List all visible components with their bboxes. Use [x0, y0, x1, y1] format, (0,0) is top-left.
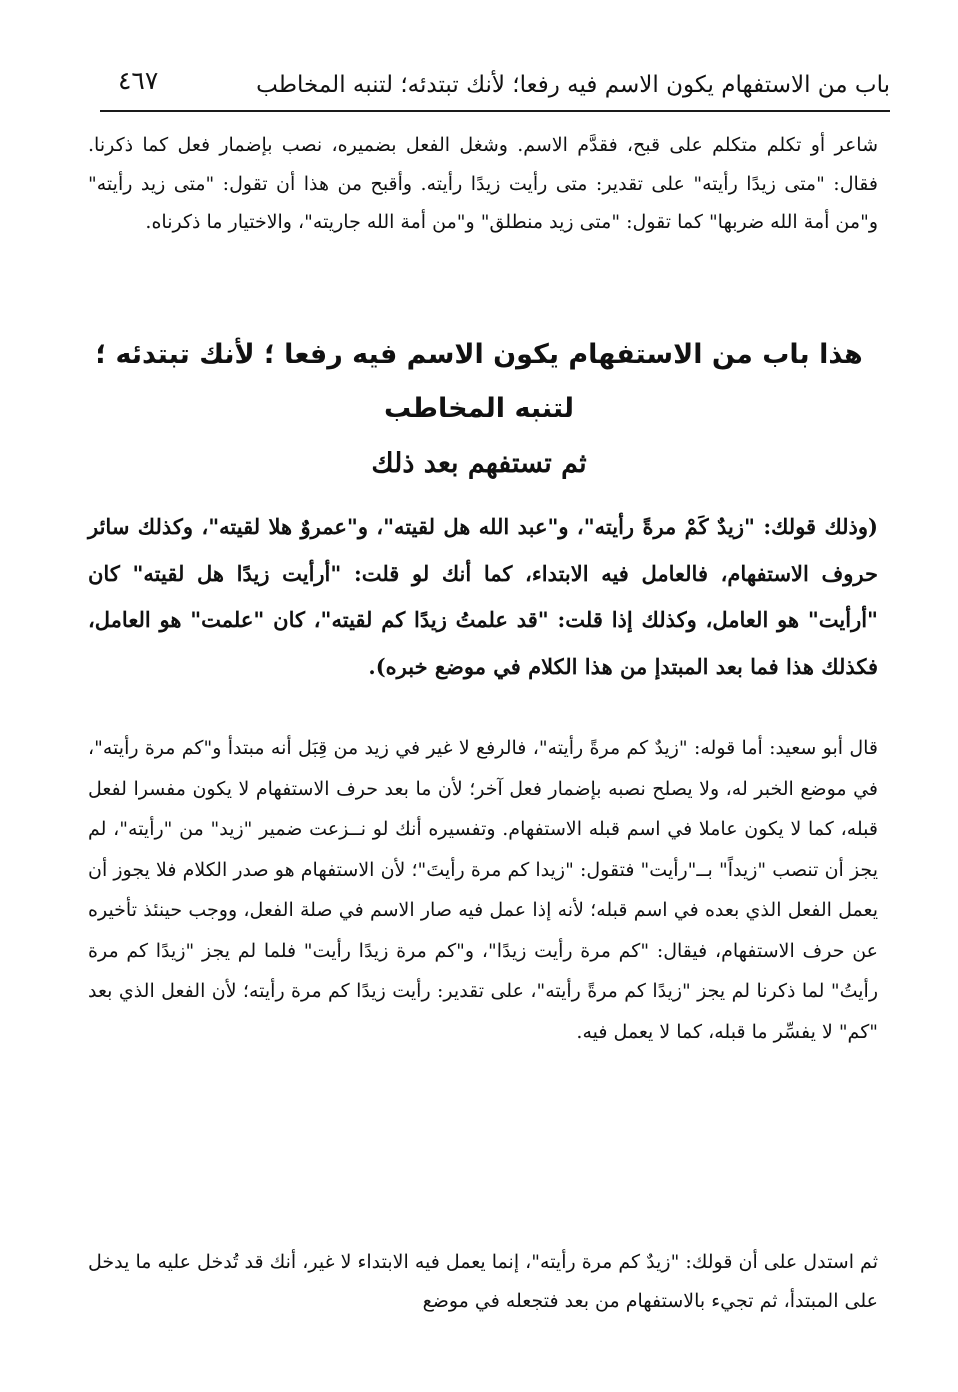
running-title: باب من الاستفهام يكون الاسم فيه رفعا؛ لأنك تبتدئه؛ لتنبه المخاطب — [256, 72, 890, 98]
chapter-heading: هذا باب من الاستفهام يكون الاسم فيه رفعا ؛ لأنك تبتدئه ؛ لتنبه المخاطب — [95, 339, 863, 424]
quoted-text-paragraph: (وذلك قولك: "زيدٌ كَمْ مرةً رأيته"، و"عبد الله هل لقيته"، و"عمروٌ هلا لقيته"، وكذلك سائر حروف الاستفهام، فالعامل فيه الابتداء، كما أنك لو قلت: "أرأيت زيدًا هل لقيته" كان "أرأيت" هو العامل، وكذلك إذا قلت: "قد علمتُ زيدًا كم لقيته"، كان "علمت" هو العامل، فكذلك هذا فما بعد المبتدإ من هذا الكلام في موضع خبره). — [88, 514, 878, 679]
page-header — [100, 62, 890, 112]
chapter-subheading: ثم تستفهم بعد ذلك — [371, 448, 587, 479]
page-number: ٤٦٧ — [118, 66, 159, 95]
commentary-paragraph: قال أبو سعيد: أما قوله: "زيدٌ كم مرةً رأيته"، فالرفع لا غير في زيد من قِبَل أنه مبتدأ و"كم مرة رأيته"، في موضع الخبر له، ولا يصلح نصبه بإضمار فعل آخر؛ لأن ما بعد حرف الاستفهام لا يكون مفسرا لفعل قبله، كما لا يكون عاملا في اسم قبله الاستفهام. وتفسيره أنك لو نــزعت ضمير "زيد" من "رأيته"، لم يجز أن تنصب "زيداً" بــ"رأيت" فتقول: "زيدا كم مرة رأيتَ"؛ لأن الاستفهام هو صدر الكلام فلا يجوز أن يعمل الفعل الذي بعده في اسم قبله؛ لأنه إذا عمل فيه صار الاسم في صلة الفعل، ووجب حينئذ تأخيره عن حرف الاستفهام، فيقال: "كم مرة رأيت زيدًا"، و"كم مرة زيدًا رأيت" فلما لم يجز "زيدًا كم مرة رأيتُ" لما ذكرنا لم يجز "زيدًا كم مرةً رأيته"، على تقدير: رأيت زيدًا كم مرة رأيته؛ لأن الفعل الذي بعد "كم" لا يفسِّر ما قبله، كما لا يعمل فيه. — [88, 737, 878, 1043]
continuation-paragraph: ثم استدل على أن قولك: "زيدٌ كم مرة رأيته"، إنما يعمل فيه الابتداء لا غير، أنك قد تُدخل عليه ما يدخل على المبتدأ، ثم تجيء بالاستفهام من بعد فتجعله في موضع — [88, 1251, 878, 1312]
paragraph-intro: شاعر أو تكلم متكلم على قبح، فقدَّم الاسم. وشغل الفعل بضميره، نصب بإضمار فعل كما ذكرنا. فقال: "متى زيدًا رأيته" على تقدير: متى رأيت زيدًا رأيته. وأقبح من هذا أن تقول: "متى زيد رأيته" و"من أمة الله ضربها" كما تقول: "متى زيد منطلق" و"من أمة الله جاريته"، والاختيار ما ذكرناه. — [88, 134, 878, 234]
